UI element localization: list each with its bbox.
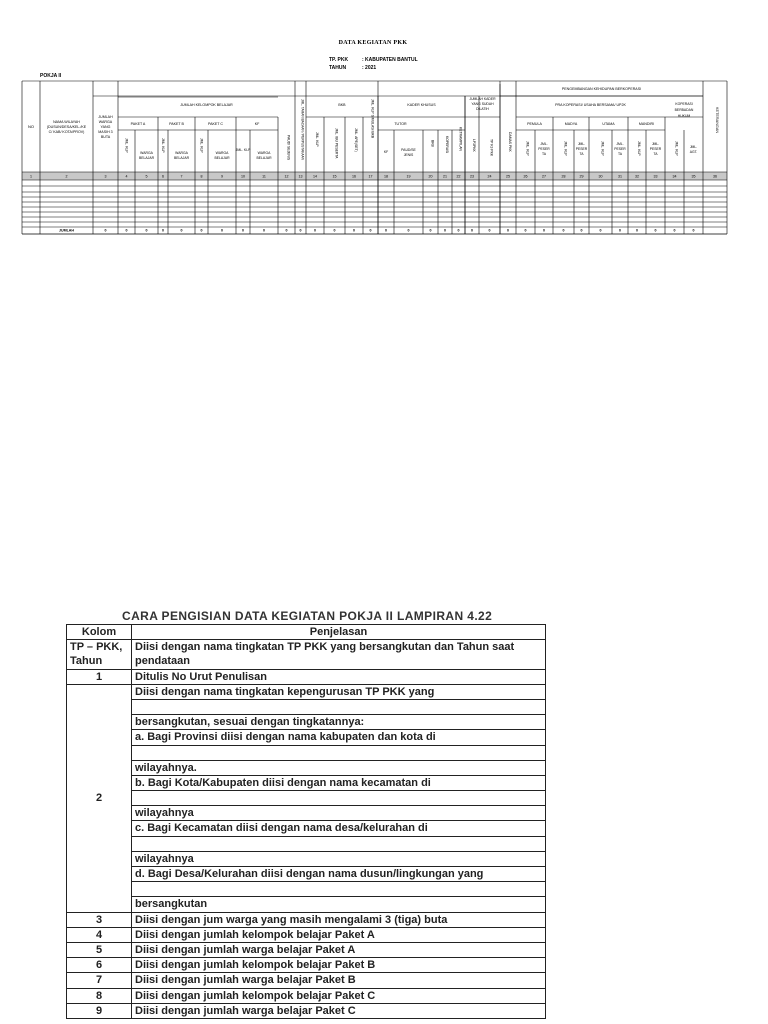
column-number: 31 xyxy=(618,174,622,179)
column-number: 6 xyxy=(162,174,164,179)
column-number: 13 xyxy=(298,174,303,179)
column-number: 15 xyxy=(332,174,337,179)
kader-bkb: BKB xyxy=(430,140,435,147)
instruction-text: wilayahnya xyxy=(132,851,546,866)
jumlah-value: 0 xyxy=(488,228,491,233)
jumlah-value: 0 xyxy=(429,228,432,233)
instruction-row xyxy=(67,942,546,957)
column-number: 9 xyxy=(221,174,223,179)
jumlah-value: 0 xyxy=(314,228,316,233)
col-jumlah-warga: MASIH 3 xyxy=(98,130,113,134)
column-number: 16 xyxy=(352,174,356,179)
instruction-kolom: Tahun xyxy=(67,654,132,669)
jumlah-value: 0 xyxy=(654,228,657,233)
kf-warga-belajar: BELAJAR xyxy=(256,156,272,160)
instruction-row xyxy=(67,1003,546,1018)
jumlah-value: 0 xyxy=(221,228,223,233)
jumlah-value: 0 xyxy=(673,228,676,233)
instruction-row xyxy=(67,836,546,851)
warga-belajar: WARGA xyxy=(215,151,229,155)
column-number: 28 xyxy=(561,174,566,179)
tutor-kf: KF xyxy=(383,150,389,154)
jml-peserta: TA xyxy=(617,152,623,156)
instruction-text: Diisi dengan jumlah kelompok belajar Paket A xyxy=(132,927,546,942)
instruction-row xyxy=(67,806,546,821)
instruction-kolom: 1 xyxy=(67,669,132,684)
instruction-text: Diisi dengan jumlah kelompok belajar Paket B xyxy=(132,958,546,973)
column-number: 32 xyxy=(635,174,639,179)
jml-peserta: PESER xyxy=(614,147,626,151)
instruction-text: Diisi dengan jum warga yang masih mengalami 3 (tiga) buta xyxy=(132,912,546,927)
instruction-text: d. Bagi Desa/Kelurahan diisi dengan nama dusun/lingkungan yang xyxy=(132,867,546,882)
column-number: 25 xyxy=(506,174,510,179)
koperasi-berbadan-hukum: KOPERASI xyxy=(675,102,693,106)
column-number: 33 xyxy=(653,174,658,179)
kf: KF xyxy=(254,122,260,126)
instruction-text: wilayahnya xyxy=(132,806,546,821)
column-number: 27 xyxy=(542,174,546,179)
instruction-text: Diisi dengan jumlah warga belajar Paket B xyxy=(132,973,546,988)
column-number: 24 xyxy=(487,174,492,179)
instruction-row xyxy=(67,654,546,669)
jumlah-value: 0 xyxy=(104,228,107,233)
col-nama-wilayah: NAMA WILAYAH xyxy=(53,120,80,124)
instruction-text: pendataan xyxy=(132,654,546,669)
pengembangan-koperasi: PENGEMBANGAN KEHIDUPAN BERKOPERASI xyxy=(561,87,642,91)
column-number: 3 xyxy=(104,174,107,179)
tutor-paud: PAUD/SE xyxy=(401,148,416,152)
jml-klp-vertical: JML. KLP xyxy=(199,138,204,153)
kader-dilatih: DILATIH xyxy=(476,107,489,111)
instruction-row xyxy=(67,867,546,882)
instruction-row xyxy=(67,745,546,760)
instructions-table xyxy=(66,624,546,1019)
column-number: 36 xyxy=(713,174,717,179)
column-number: 11 xyxy=(262,174,266,179)
tutor-paud: JENIS xyxy=(403,153,414,157)
column-number: 14 xyxy=(313,174,317,179)
jumlah-value: 0 xyxy=(507,228,509,233)
jumlah-value: 0 xyxy=(299,228,302,233)
jumlah-value: 0 xyxy=(562,228,565,233)
instruction-kolom: 3 xyxy=(67,912,132,927)
instruction-text: Diisi dengan jumlah warga belajar Paket A xyxy=(132,942,546,957)
data-grid xyxy=(0,0,768,260)
col-jumlah-warga: JUMLAH xyxy=(98,115,113,119)
jumlah-value: 0 xyxy=(200,228,203,233)
column-number: 4 xyxy=(125,174,128,179)
instruction-text: c. Bagi Kecamatan diisi dengan nama desa/kelurahan di xyxy=(132,821,546,836)
instruction-row xyxy=(67,973,546,988)
jml-peserta: TA xyxy=(579,152,584,156)
col-nama-wilayah: C/ KAB/ KOTA/PROV) xyxy=(48,130,85,134)
jumlah-kelompok-belajar: JUMLAH KELOMPOK BELAJAR xyxy=(180,103,233,107)
instruction-kolom: 9 xyxy=(67,1003,132,1018)
warga-belajar: WARGA xyxy=(140,151,153,155)
instruction-text: Diisi dengan jumlah kelompok belajar Paket C xyxy=(132,988,546,1003)
jumlah-value: 0 xyxy=(125,228,128,233)
col-jumlah-warga: WARGA xyxy=(98,120,113,124)
tp-label: TP. PKK xyxy=(329,57,349,63)
pra-koperasi: PRA KOPERASI/ USAHA BERSAMA/ UP2K xyxy=(555,103,626,107)
bkb: BKB xyxy=(338,103,346,107)
paud-sejenis: PAUD/ SEJENIS xyxy=(286,135,291,161)
taman-bacaan: JML. TAMAN BACAAN / PERPUSTAKAAN xyxy=(300,99,305,160)
instruction-text: b. Bagi Kota/Kabupaten diisi dengan nama kecamatan di xyxy=(132,775,546,790)
jumlah-value: 0 xyxy=(524,228,527,233)
instruction-row xyxy=(67,882,546,897)
warga-belajar: BELAJAR xyxy=(138,156,155,160)
column-number: 30 xyxy=(598,174,603,179)
tpk3pkk: TP K3 PKK xyxy=(489,139,494,157)
column-number: 26 xyxy=(523,174,528,179)
penjelasan-header: Penjelasan xyxy=(132,625,546,640)
column-number: 23 xyxy=(470,174,474,179)
pra-jml-klp: JML. KLP xyxy=(525,141,530,156)
paket-a: PAKET A xyxy=(130,122,146,126)
instruction-text xyxy=(132,791,546,806)
column-number: 35 xyxy=(691,174,696,179)
instruction-row xyxy=(67,669,546,684)
instruction-row xyxy=(67,927,546,942)
jumlah-value: 0 xyxy=(580,228,583,233)
instructions-header-row xyxy=(67,625,546,640)
instruction-row xyxy=(67,897,546,912)
instruction-row xyxy=(67,851,546,866)
jumlah-value: 0 xyxy=(353,228,355,233)
instruction-row xyxy=(67,958,546,973)
instruction-text: a. Bagi Provinsi diisi dengan nama kabupaten dan kota di xyxy=(132,730,546,745)
tahun-value: : 2021 xyxy=(362,65,377,71)
jml-ibu-peserta: JML. IBU PESERTA xyxy=(334,128,339,159)
jumlah-value: 0 xyxy=(543,228,545,233)
column-number: 12 xyxy=(284,174,289,179)
jumlah-value: 0 xyxy=(333,228,336,233)
warga-belajar: WARGA xyxy=(175,151,188,155)
instruction-row xyxy=(67,699,546,714)
jumlah-value: 0 xyxy=(369,228,372,233)
jumlah-value: 0 xyxy=(145,228,148,233)
mandiri: MANDIRI xyxy=(638,122,655,126)
kader-ketrampilan: KETRAMPILAN xyxy=(458,127,463,151)
column-number: 10 xyxy=(241,174,245,179)
instruction-kolom: 4 xyxy=(67,927,132,942)
jml-agt: JML. xyxy=(689,145,698,149)
column-number: 7 xyxy=(180,174,183,179)
instruction-row xyxy=(67,684,546,699)
instruction-text xyxy=(132,745,546,760)
instruction-row xyxy=(67,640,546,655)
kolom-header: Kolom xyxy=(67,625,132,640)
jumlah-value: 0 xyxy=(263,228,265,233)
paket-b: PAKET B xyxy=(169,122,184,126)
instruction-row xyxy=(67,912,546,927)
col-jumlah-warga: BUTA xyxy=(100,135,111,139)
jml-peserta: JML. xyxy=(651,142,660,146)
kbh-jml-klp: JML. KLP xyxy=(674,141,679,156)
jumlah-value: 0 xyxy=(599,228,602,233)
instruction-row xyxy=(67,730,546,745)
jml-klp-vertical: JML. KLP xyxy=(124,138,129,153)
document-title: DATA KEGIATAN PKK xyxy=(338,40,408,46)
column-number: 29 xyxy=(579,174,584,179)
jumlah-value: 0 xyxy=(285,228,288,233)
kader-khusus: KADER KHUSUS xyxy=(407,103,436,107)
jumlah-value: 0 xyxy=(692,228,695,233)
klp-simulasi: JML. KLP SIMULASI BKB xyxy=(370,99,375,139)
instruction-text: wilayahnya. xyxy=(132,760,546,775)
jml-peserta: JML. xyxy=(616,142,624,146)
jml-peserta: JML. xyxy=(540,142,548,146)
instruction-row xyxy=(67,791,546,806)
jumlah-value: 0 xyxy=(385,228,387,233)
jumlah-value: 0 xyxy=(242,228,244,233)
paket-c: PAKET C xyxy=(207,122,224,126)
instruction-row xyxy=(67,715,546,730)
koperasi-berbadan-hukum: HUKUM xyxy=(677,114,691,118)
column-number: 1 xyxy=(30,174,32,179)
jumlah-value: 0 xyxy=(444,228,446,233)
jml-peserta: TA xyxy=(541,152,547,156)
instruction-text: Diisi dengan jumlah warga belajar Paket C xyxy=(132,1003,546,1018)
utama: UTAMA xyxy=(602,122,615,126)
column-number: 22 xyxy=(456,174,461,179)
jumlah-value: 0 xyxy=(457,228,460,233)
column-number: 2 xyxy=(65,174,68,179)
jumlah-value: 0 xyxy=(180,228,183,233)
tahun-label: TAHUN xyxy=(329,65,347,71)
instruction-kolom-2: 2 xyxy=(67,684,132,912)
instruction-kolom: 5 xyxy=(67,942,132,957)
kader-dilatih: YANG SUDAH xyxy=(471,102,494,106)
instruction-text: Diisi dengan nama tingkatan TP PKK yang bersangkutan dan Tahun saat xyxy=(132,640,546,655)
kf-jml-klp: JML. KLP xyxy=(235,148,251,152)
instruction-row xyxy=(67,821,546,836)
instruction-text: bersangkutan xyxy=(132,897,546,912)
instructions-title: CARA PENGISIAN DATA KEGIATAN POKJA II LAMPIRAN 4.22 xyxy=(122,609,493,623)
instruction-row xyxy=(67,775,546,790)
instruction-text: bersangkutan, sesuai dengan tingkatannya: xyxy=(132,715,546,730)
column-number: 8 xyxy=(200,174,203,179)
jumlah-value: 0 xyxy=(471,228,473,233)
instruction-row xyxy=(67,760,546,775)
jumlah-value: 0 xyxy=(162,228,164,233)
instruction-kolom: 8 xyxy=(67,988,132,1003)
instruction-row xyxy=(67,988,546,1003)
instruction-text: Diisi dengan nama tingkatan kepengurusan TP PKK yang xyxy=(132,684,546,699)
warga-belajar: BELAJAR xyxy=(173,156,190,160)
column-number: 18 xyxy=(384,174,388,179)
jml-peserta: TA xyxy=(653,152,658,156)
kf-warga-belajar: WARGA xyxy=(257,151,271,155)
damas-pkk: DAMAS PKK xyxy=(508,132,512,152)
pra-jml-klp: JML. KLP xyxy=(563,141,568,156)
instruction-text: Ditulis No Urut Penulisan xyxy=(132,669,546,684)
jumlah-value: 0 xyxy=(407,228,410,233)
pokja-label: POKJA II xyxy=(40,73,62,79)
pra-jml-klp: JML. KLP xyxy=(600,141,605,156)
col-jumlah-warga: YANG xyxy=(100,125,111,129)
pemula: PEMULA xyxy=(527,122,542,126)
instruction-text xyxy=(132,699,546,714)
jumlah-value: 0 xyxy=(636,228,638,233)
column-number: 5 xyxy=(145,174,148,179)
instruction-kolom: 7 xyxy=(67,973,132,988)
jml-peserta: PESER xyxy=(649,147,662,151)
jml-peserta: JML. xyxy=(577,142,586,146)
column-number: 20 xyxy=(428,174,433,179)
koperasi-berbadan-hukum: BERBADAN xyxy=(674,108,694,112)
instruction-text xyxy=(132,836,546,851)
column-number: 21 xyxy=(443,174,447,179)
instruction-kolom: TP – PKK, xyxy=(67,640,132,655)
jml-klp-vertical: JML. KLP xyxy=(161,138,165,153)
jml-peserta: PESER xyxy=(575,147,588,151)
column-number: 19 xyxy=(406,174,411,179)
jml-peserta: PESER xyxy=(538,147,550,151)
warga-belajar: BELAJAR xyxy=(214,156,230,160)
pra-jml-klp: JML. KLP xyxy=(637,141,641,156)
jml-ape: JML. APE(SET) xyxy=(354,128,358,152)
tutor: TUTOR xyxy=(394,122,407,126)
jml-agt: AGT. xyxy=(689,150,698,154)
column-number: 17 xyxy=(368,174,373,179)
column-number: 34 xyxy=(672,174,677,179)
col-nama-wilayah: (DUSUN/DESA/KEL./KE xyxy=(46,125,87,129)
tp-value: : KABUPATEN BANTUL xyxy=(362,57,418,63)
instruction-kolom: 6 xyxy=(67,958,132,973)
col-no: NO xyxy=(28,124,34,129)
keterangan: KETERANGAN xyxy=(715,107,719,134)
bkb-jml-klp: JML. KLP xyxy=(315,132,319,147)
instruction-text xyxy=(132,882,546,897)
jumlah-value: 0 xyxy=(619,228,621,233)
jumlah-label: JUMLAH xyxy=(59,228,74,233)
lp3pkk: LP3PKK xyxy=(472,139,476,152)
kader-koperasi: KOPERASI xyxy=(445,136,449,154)
kader-dilatih: JUMLAH KADER xyxy=(469,97,496,101)
madya: MADYA xyxy=(564,122,578,126)
